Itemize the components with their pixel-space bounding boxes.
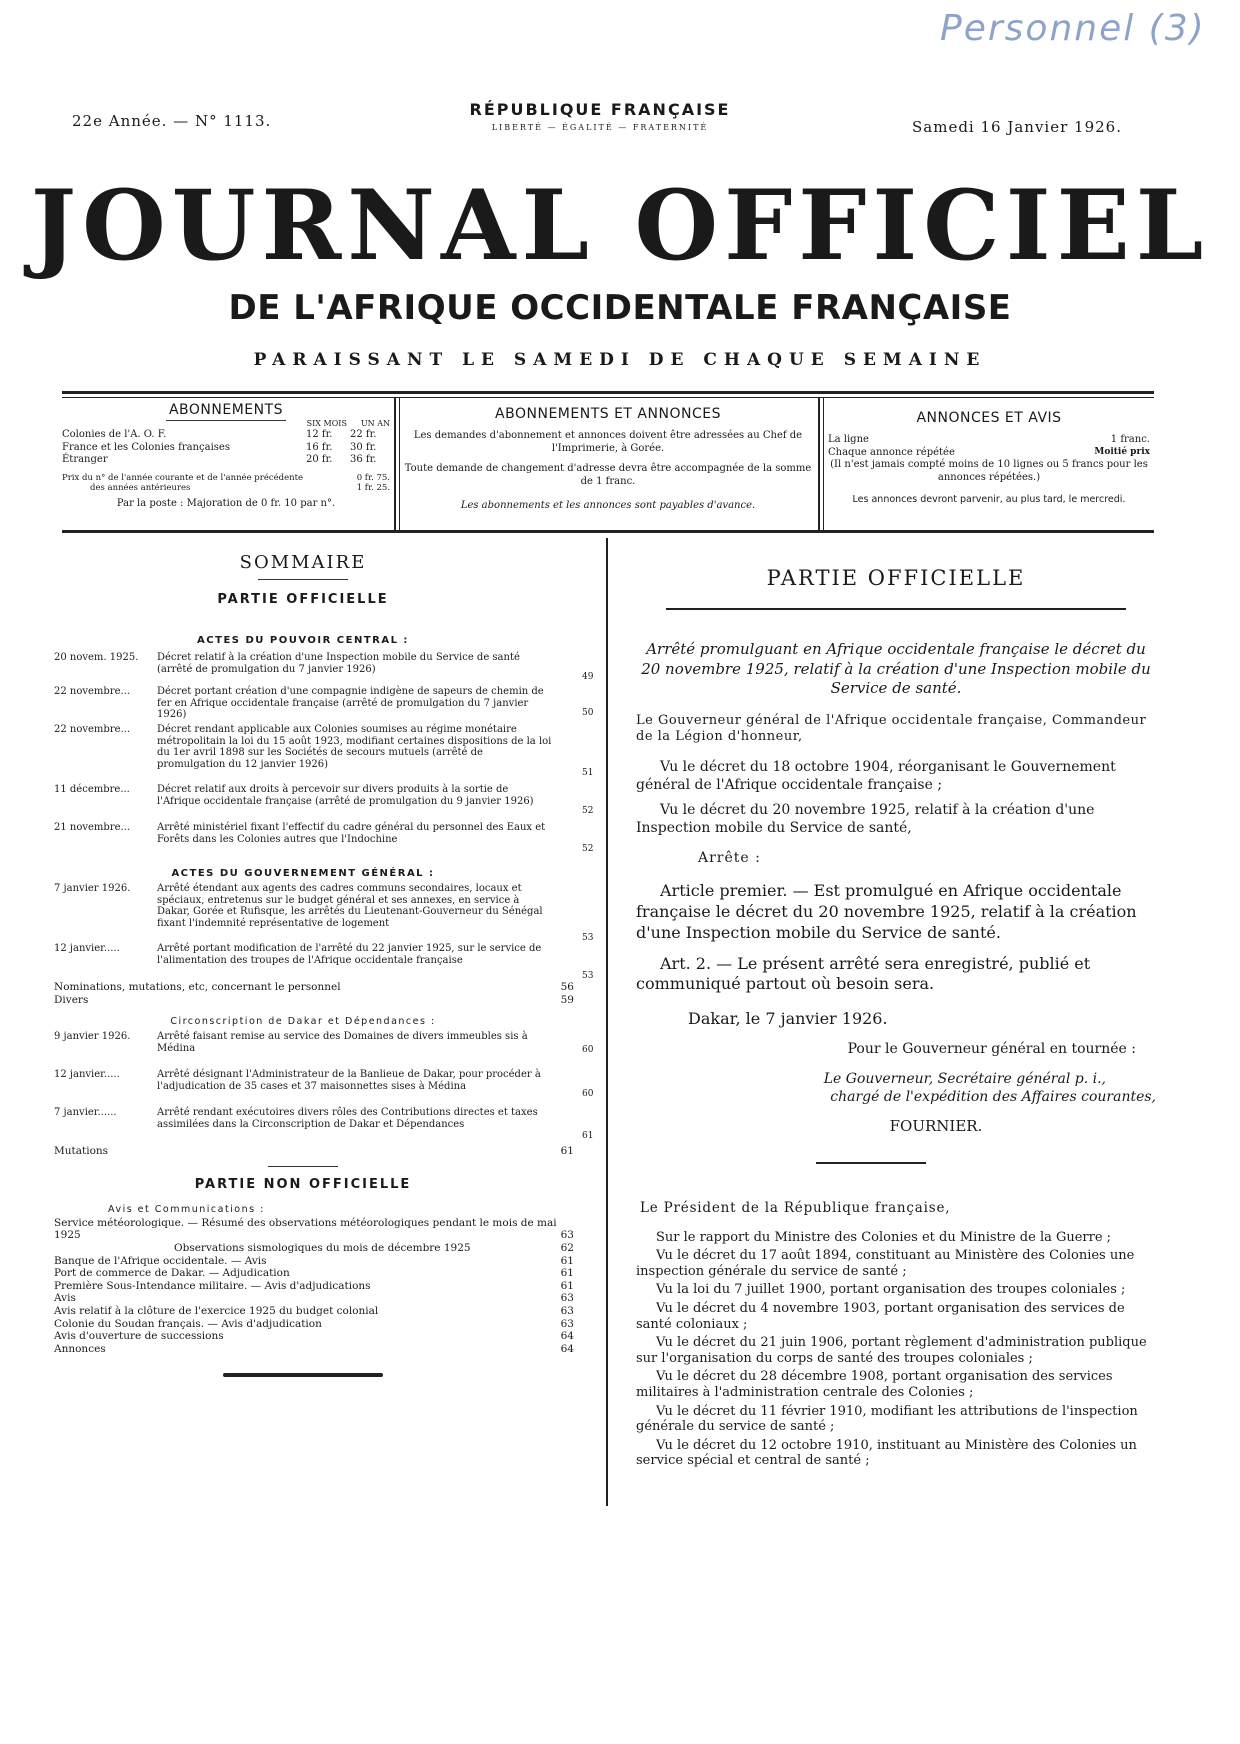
box2-para: Les abonnements et les annonces sont payables d'avance.	[460, 500, 756, 511]
page-number: 52	[582, 844, 594, 854]
page-number: 61	[582, 1131, 594, 1142]
toc-entry[interactable]: 7 janvier...... Arrêté rendant exécutoires divers rôles des Contributions directes et taxes assimilées dans la Circonscription de Dakar et Dépendances	[54, 1107, 538, 1130]
abonnements-box	[62, 402, 390, 510]
republique-block	[430, 100, 770, 132]
box3-note: (Il n'est jamais compté moins de 10 lignes ou 5 francs pour les annonces répétées.)	[830, 459, 1148, 483]
masthead-subtitle: DE L'AFRIQUE OCCIDENTALE FRANÇAISE	[228, 288, 1012, 328]
toc-entry[interactable]: 22 novembre... Décret rendant applicable aux Colonies soumises au régime monétaire métropolitain la loi du 15 août 1923, modifiant certaines dispositions de la loi du 1er avril 1898 sur les Sociétés de secours mutuels (arrêté de promulgation du 12 janvier 1926)	[54, 724, 552, 770]
vu-1: Vu le décret du 18 octobre 1904, réorganisant le Gouvernement général de l'Afrique occidentale française ;	[636, 759, 1116, 794]
sommaire-title: SOMMAIRE	[239, 552, 367, 573]
tarif-row: Colonies de l'A. O. F. 12 fr. 22 fr.	[62, 429, 377, 440]
box-divider-2	[818, 397, 820, 530]
toc-entry[interactable]: 21 novembre... Arrêté ministériel fixant l'effectif du cadre général du personnel des Eaux et Forêts dans les Colonies autres que l'Indochine	[54, 822, 546, 845]
page-number: 53	[582, 933, 594, 943]
toc-avis[interactable]: Avis d'ouverture de successions 64	[54, 1330, 574, 1343]
article-premier: Article premier. — Est promulgué en Afrique occidentale française le décret du 20 novembre 1925, relatif à la création d'une Inspection mobile du Service de santé.	[636, 881, 1137, 942]
toc-avis[interactable]: Annonces 64	[54, 1342, 574, 1355]
considerant: Vu le décret du 4 novembre 1903, portant organisation des services de santé coloniaux ;	[636, 1300, 1125, 1332]
toc-avis[interactable]: Première Sous-Intendance militaire. — Avis d'adjudications 61	[54, 1279, 574, 1292]
considerant: Vu le décret du 21 juin 1906, portant règlement d'administration publique sur l'organisation du corps de santé des troupes coloniales ;	[636, 1335, 1147, 1366]
ornament-divider	[223, 1373, 383, 1377]
arrete-heading: Arrêté promulguant en Afrique occidentale française le décret du 20 novembre 1925, relatif à la création d'une Inspection mobile du Service de santé.	[641, 640, 1151, 697]
arrete-label: Arrête :	[698, 850, 761, 867]
toc-entry[interactable]: 12 janvier..... Arrêté désignant l'Administrateur de la Banlieue de Dakar, pour procéder à l'adjudication de 35 cases et 37 maisonnettes sises à Médina	[54, 1069, 541, 1092]
considerant: Vu le décret du 12 octobre 1910, instituant au Ministère des Colonies un service spécial et central de santé ;	[636, 1437, 1137, 1469]
partie-officielle-title: PARTIE OFFICIELLE	[766, 566, 1026, 590]
tarif-repetee: Chaque annonce répétée Moitié prix	[828, 446, 1150, 458]
considerant: Vu le décret du 11 février 1910, modifiant les attributions de l'inspection générale du service de santé ;	[636, 1403, 1138, 1435]
box2-para: Toute demande de changement d'adresse devra être accompagnée de la somme de 1 franc.	[404, 463, 812, 487]
signature-line-2: chargé de l'expédition des Affaires courantes,	[830, 1089, 1156, 1106]
tarif-row: Étranger 20 fr. 36 fr.	[62, 454, 377, 465]
toc-entry[interactable]: 12 janvier..... Arrêté portant modification de l'arrêté du 22 janvier 1925, sur le service de l'alimentation des troupes de l'Afrique occidentale française	[54, 943, 542, 966]
handwritten-annotation: Personnel (3)	[940, 8, 1206, 49]
sommaire-column	[54, 552, 594, 1377]
toc-avis[interactable]: Avis 63	[54, 1292, 574, 1305]
box-divider-1	[394, 397, 396, 530]
page-number: 52	[582, 806, 594, 816]
poste-note: Par la poste : Majoration de 0 fr. 10 par n°.	[116, 497, 336, 509]
toc-avis[interactable]: Colonie du Soudan français. — Avis d'adjudication 63	[54, 1317, 574, 1330]
republique-motto: LIBERTÉ — ÉGALITÉ — FRATERNITÉ	[491, 123, 709, 132]
toc-divers[interactable]: Divers 59	[54, 993, 574, 1006]
annonces-avis-box	[828, 410, 1150, 506]
toc-entry[interactable]: 9 janvier 1926. Arrêté faisant remise au service des Domaines de divers immeubles sis à Médina	[54, 1031, 528, 1054]
toc-entry[interactable]: 20 novem. 1925. Décret relatif à la création d'une Inspection mobile du Service de santé (arrêté de promulgation du 7 janvier 1926)	[54, 652, 520, 675]
president-line: Le Président de la République française,	[640, 1200, 951, 1217]
page-number: 51	[582, 768, 594, 778]
col-six-mois: SIX MOIS	[306, 419, 347, 428]
article-2: Art. 2. — Le présent arrêté sera enregistré, publié et communiqué partout où besoin sera.	[636, 953, 1091, 994]
page-number: 50	[582, 708, 594, 718]
toc-avis[interactable]: Banque de l'Afrique occidentale. — Avis 61	[54, 1254, 574, 1267]
annonces-avis-title: ANNONCES ET AVIS	[916, 410, 1062, 426]
page-number: 53	[582, 971, 594, 981]
signataire: FOURNIER.	[889, 1116, 983, 1135]
partie-non-officielle-heading: PARTIE NON OFFICIELLE	[194, 1176, 412, 1192]
column-divider	[606, 538, 608, 1506]
considerant: Vu le décret du 17 août 1894, constituant au Ministère des Colonies une inspection générale du service de santé ;	[636, 1248, 1135, 1279]
lieu-date: Dakar, le 7 janvier 1926.	[688, 1009, 888, 1029]
tarif-ligne: La ligne 1 franc.	[828, 434, 1150, 445]
page-number: 49	[582, 672, 594, 682]
page-number: 60	[582, 1089, 594, 1100]
pour-gouverneur: Pour le Gouverneur général en tournée :	[847, 1041, 1136, 1057]
abonnements-title: ABONNEMENTS	[168, 402, 284, 418]
abonnements-annonces-title: ABONNEMENTS ET ANNONCES	[495, 406, 721, 422]
toc-avis[interactable]: Service météorologique. — Résumé des observations météorologiques pendant le mois de mai 1925 63	[54, 1216, 574, 1242]
toc-avis[interactable]: Port de commerce de Dakar. — Adjudication 61	[54, 1267, 574, 1280]
issue-number: 22e Année. — N° 1113.	[72, 112, 272, 130]
avis-heading: Avis et Communications :	[108, 1203, 265, 1215]
tarif-row: France et les Colonies françaises 16 fr. 30 fr.	[62, 441, 377, 453]
masthead-title: JOURNAL OFFICIEL	[30, 169, 1210, 282]
toc-mutations[interactable]: Mutations 61	[54, 1145, 574, 1158]
toc-entry[interactable]: 22 novembre... Décret portant création d'une compagnie indigène de sapeurs de chemin de fer en Afrique occidentale française (arrêté de promulgation du 7 janvier 1926)	[54, 686, 544, 720]
considerant: Vu le décret du 28 décembre 1908, portant organisation des services militaires à l'administration centrale des Colonies ;	[636, 1369, 1113, 1400]
partie-officielle-heading: PARTIE OFFICIELLE	[217, 592, 389, 607]
toc-nominations[interactable]: Nominations, mutations, etc, concernant le personnel 56	[54, 981, 574, 993]
toc-entry[interactable]: 7 janvier 1926. Arrêté étendant aux agents des cadres communs secondaires, locaux et spéciaux, entretenus sur le budget général et ses annexes, en service à Dakar, Gorée et Rufisque, les arrêtés du Lieutenant-Gouverneur du Sénégal fixant l'indemnité représentative de logement	[54, 883, 543, 929]
issue-date: Samedi 16 Janvier 1926.	[912, 118, 1122, 136]
box3-deadline: Les annonces devront parvenir, au plus tard, le mercredi.	[852, 494, 1126, 505]
gouverneur-line: Le Gouverneur général de l'Afrique occidentale française, Commandeur de la Légion d'honneur,	[636, 712, 1147, 745]
considerant: Vu la loi du 7 juillet 1900, portant organisation des troupes coloniales ;	[656, 1282, 1126, 1298]
circonscription-heading: Circonscription de Dakar et Dépendances :	[170, 1016, 436, 1028]
box2-para: Les demandes d'abonnement et annonces doivent être adressées au Chef de l'Imprimerie, à Gorée.	[413, 430, 803, 454]
actes-gouv-heading: ACTES DU GOUVERNEMENT GÉNÉRAL :	[171, 868, 435, 879]
page-number: 60	[582, 1045, 594, 1056]
masthead-tagline: PARAISSANT LE SAMEDI DE CHAQUE SEMAINE	[253, 350, 987, 370]
top-rule-thin	[62, 397, 1154, 398]
col-un-an: UN AN	[360, 419, 390, 428]
signature-line-1: Le Gouverneur, Secrétaire général p. i.,	[823, 1071, 1106, 1088]
republique-title: RÉPUBLIQUE FRANÇAISE	[469, 100, 731, 119]
prix-row: des années antérieures 1 fr. 25.	[90, 483, 390, 494]
abonnements-annonces-box	[404, 406, 812, 513]
box-divider-2b	[823, 397, 824, 530]
toc-avis[interactable]: Observations sismologiques du mois de décembre 1925 62	[174, 1241, 574, 1254]
top-rule	[62, 391, 1154, 394]
bottom-rule	[62, 530, 1154, 533]
partie-officielle-column	[636, 566, 1156, 1469]
actes-central-heading: ACTES DU POUVOIR CENTRAL :	[197, 635, 409, 646]
prix-row: Prix du n° de l'année courante et de l'année précédente 0 fr. 75.	[62, 472, 390, 483]
toc-avis[interactable]: Avis relatif à la clôture de l'exercice 1925 du budget colonial 63	[54, 1304, 574, 1317]
box-divider-1b	[399, 397, 400, 530]
vu-2: Vu le décret du 20 novembre 1925, relatif à la création d'une Inspection mobile du Service de santé,	[636, 801, 1095, 836]
toc-entry[interactable]: 11 décembre... Décret relatif aux droits à percevoir sur divers produits à la sortie de l'Afrique occidentale française (arrêté de promulgation du 9 janvier 1926)	[54, 784, 534, 807]
considerant: Sur le rapport du Ministre des Colonies et du Ministre de la Guerre ;	[656, 1229, 1112, 1245]
